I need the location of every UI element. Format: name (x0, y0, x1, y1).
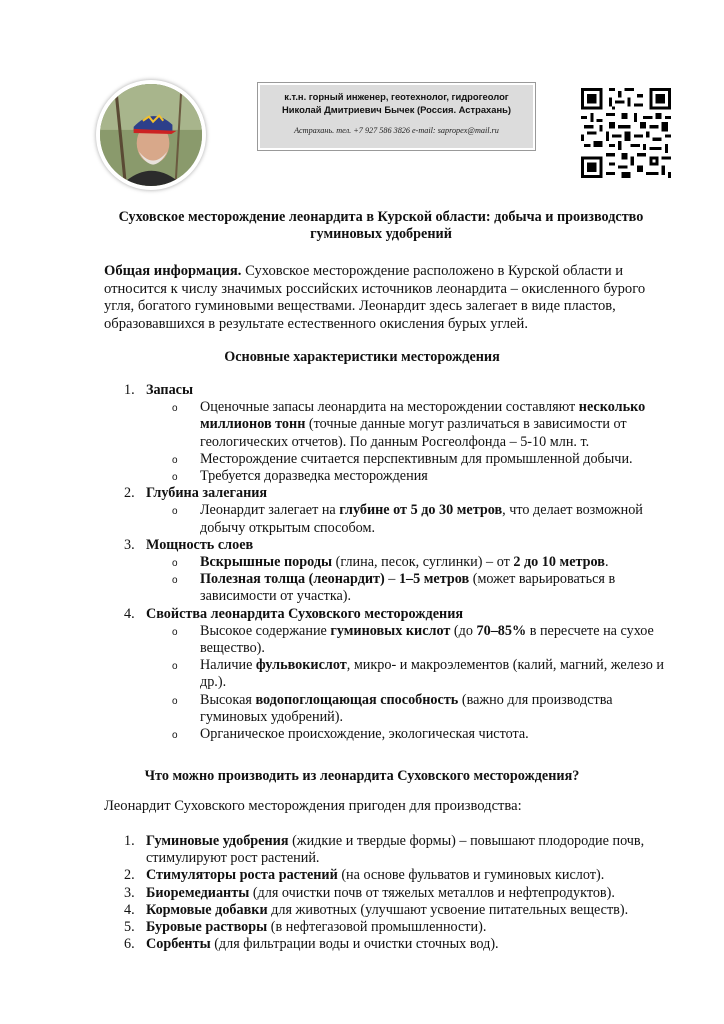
author-credentials: к.т.н. горный инженер, геотехнолог, гидрогеолог (284, 91, 509, 102)
author-contact-info: Астрахань. тел. +7 927 586 3826 e-mail: sapropex@mail.ru (294, 126, 499, 135)
list-item: 3. Биоремедианты (для очистки почв от тяжелых металлов и нефтепродуктов). (124, 884, 615, 901)
characteristic-title: Запасы (146, 382, 194, 398)
list-item: 6. Сорбенты (для фильтрации воды и очистки сточных вод). (124, 936, 499, 953)
general-info-paragraph: Общая информация. Суховское месторождение расположено в Курской области и относится к числу значимых российских источников леонардита – окисленного бурого угля, богатого гуминовыми веществами. Леонардит здесь залегает в виде пластов, образовавшихся в результате естественного окисления бурых углей. (104, 263, 646, 332)
list-item: 2. Стимуляторы роста растений (на основе фульватов и гуминовых кислот). (124, 867, 605, 884)
document-title-line-2: гуминовых удобрений (310, 226, 452, 242)
list-item: o Вскрышные породы (глина, песок, суглинки) – от 2 до 10 метров. (146, 554, 674, 571)
characteristic-title: Мощность слоев (146, 536, 254, 553)
list-item: 4. Кормовые добавки для животных (улучшают усвоение питательных веществ). (124, 901, 629, 918)
list-item: 4. Свойства леонардита Суховского месторождения o Высокое содержание гуминовых кислот (до 70–85% в пересчете на сухое вещество). o Наличие фульвокислот, микро- и макроэлементов (калий, магний, железо и др.). o Высокая водопоглощающая способность (важно для производства гуминовых удобрений). o Органическое происхождение, экологическая чистота. (104, 606, 674, 744)
list-item: o Полезная толща (леонардит) – 1–5 метров (может варьироваться в зависимости от участка). (146, 571, 674, 605)
characteristic-title: Глубина залегания (146, 485, 268, 502)
list-item: o Оценочные запасы леонардита на месторождении составляют несколько миллионов тонн (точные данные могут различаться в зависимости от геологических отчетов). По данным Росгеолфонда – 5-10 млн. т. (146, 399, 674, 451)
list-item: 2. Глубина залегания o Леонардит залегает на глубине от 5 до 30 метров, что делает возможной добычу открытым способом. (104, 485, 674, 537)
list-item: o Наличие фульвокислот, микро- и макроэлементов (калий, магний, железо и др.). (146, 657, 674, 691)
list-item: o Леонардит залегает на глубине от 5 до 30 метров, что делает возможной добычу открытым способом. (146, 502, 674, 536)
author-name: Николай Дмитриевич Бычек (Россия. Астрахань) (281, 104, 512, 115)
products-list (104, 833, 674, 953)
list-item: o Требуется доразведка месторождения (146, 468, 674, 485)
author-photo (96, 80, 206, 190)
general-info-label: Общая информация. (104, 263, 242, 279)
section-heading-products: Что можно производить из леонардита Суховского месторождения? (144, 768, 580, 784)
list-item: o Месторождение считается перспективным для промышленной добычи. (146, 451, 674, 468)
list-item: 1. Запасы o Оценочные запасы леонардита на месторождении составляют несколько миллионов тонн (точные данные могут различаться в зависимости от геологических отчетов). По данным Росгеолфонда – 5-10 млн. т. o Месторождение считается перспективным для промышленной добычи. o Требуется доразведка месторождения (104, 382, 674, 485)
qr-code-icon[interactable] (581, 88, 671, 178)
author-portrait-image (100, 84, 202, 186)
list-item: o Высокое содержание гуминовых кислот (до 70–85% в пересчете на сухое вещество). (146, 623, 674, 657)
list-item: 3. Мощность слоев o Вскрышные породы (глина, песок, суглинки) – от 2 до 10 метров. o Полезная толща (леонардит) – 1–5 метров (может варьироваться в зависимости от участка). (104, 537, 674, 606)
list-item: 5. Буровые растворы (в нефтегазовой промышленности). (124, 919, 487, 936)
document-title-line-1: Суховское месторождение леонардита в Курской области: добыча и производство (118, 209, 644, 225)
list-item: o Высокая водопоглощающая способность (важно для производства гуминовых удобрений). (146, 692, 674, 726)
section-heading-characteristics: Основные характеристики месторождения (224, 349, 500, 365)
characteristics-list (104, 382, 674, 743)
list-item: o Органическое происхождение, экологическая чистота. (146, 726, 674, 743)
document-title (100, 209, 662, 243)
author-contact-card (257, 82, 536, 151)
characteristic-title: Свойства леонардита Суховского месторождения (146, 605, 464, 622)
products-intro: Леонардит Суховского месторождения пригоден для производства: (104, 798, 522, 814)
list-item: 1. Гуминовые удобрения (жидкие и твердые формы) – повышают плодородие почв, стимулируют рост растений. (124, 833, 645, 867)
